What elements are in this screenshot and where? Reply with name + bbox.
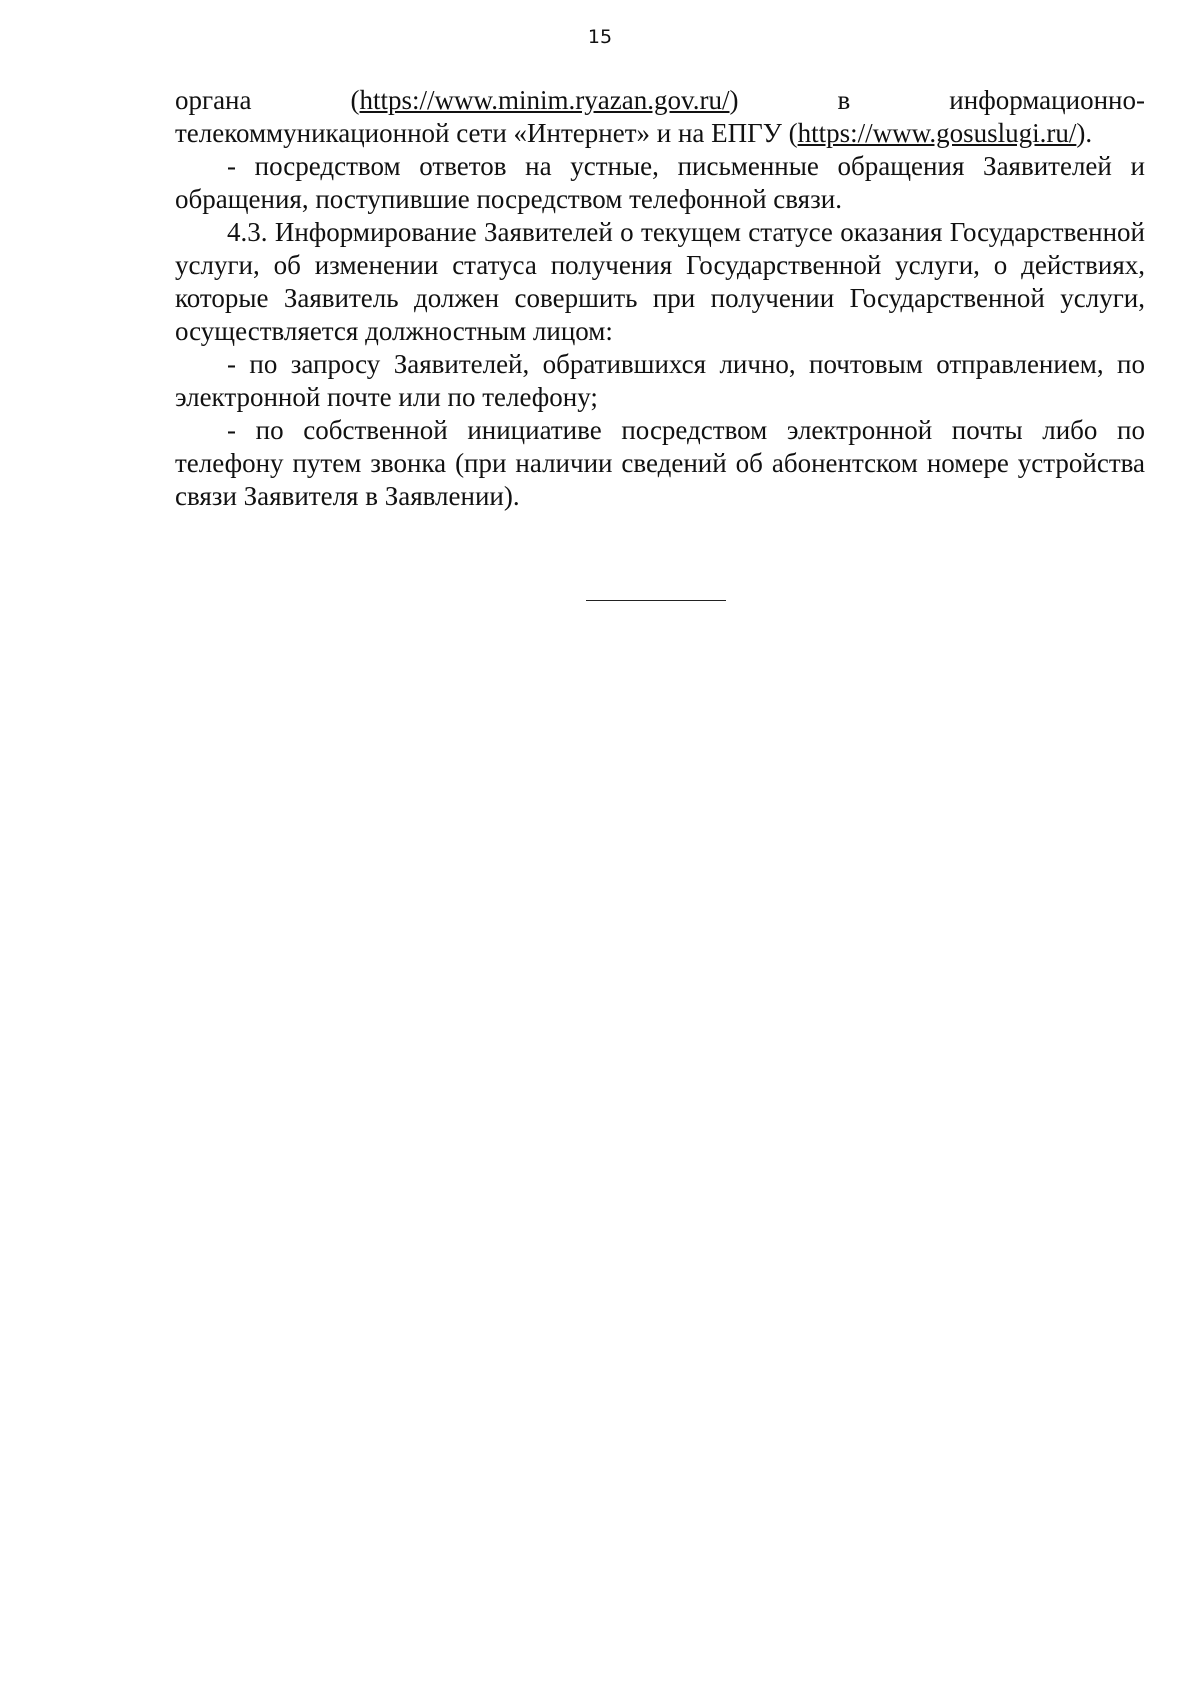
paragraph-3: 4.3. Информирование Заявителей о текущем статусе оказания Государственной услуги, об изменении статуса получения Государственной услуги, о действиях, которые Заявитель должен совершить при получении Государственной услуги, осуществляется должностным лицом: [175, 217, 1145, 346]
paragraph-1-line-2-end: ). [1076, 118, 1093, 148]
paragraph-4: - по запросу Заявителей, обратившихся лично, почтовым отправлением, по электронной почте или по телефону; [175, 349, 1145, 412]
paragraph-5: - по собственной инициативе посредством электронной почты либо по телефону путем звонка (при наличии сведений об абонентском номере устройства связи Заявителя в Заявлении). [175, 415, 1145, 511]
link-minim-ryazan[interactable]: https://www.minim.ryazan.gov.ru/ [359, 85, 730, 115]
paragraph-1-line-1 [175, 84, 1145, 117]
close-paren: ) [729, 85, 739, 115]
open-paren: ( [350, 85, 360, 115]
page-number: 15 [587, 26, 613, 48]
word-v: в [837, 85, 851, 115]
paragraph-1-line-2 [175, 117, 1145, 150]
document-body [175, 84, 1145, 513]
paragraph-2: - посредством ответов на устные, письменные обращения Заявителей и обращения, поступившие посредством телефонной связи. [175, 151, 1145, 214]
link-gosuslugi[interactable]: https://www.gosuslugi.ru/ [797, 118, 1077, 148]
end-divider [586, 600, 726, 601]
paragraph-1-line-2-text: телекоммуникационной сети «Интернет» и на ЕПГУ ( [175, 118, 798, 148]
link-minim-wrapper [351, 84, 739, 117]
word-organa: органа [175, 85, 252, 115]
word-informatsionno: информационно- [949, 85, 1145, 115]
